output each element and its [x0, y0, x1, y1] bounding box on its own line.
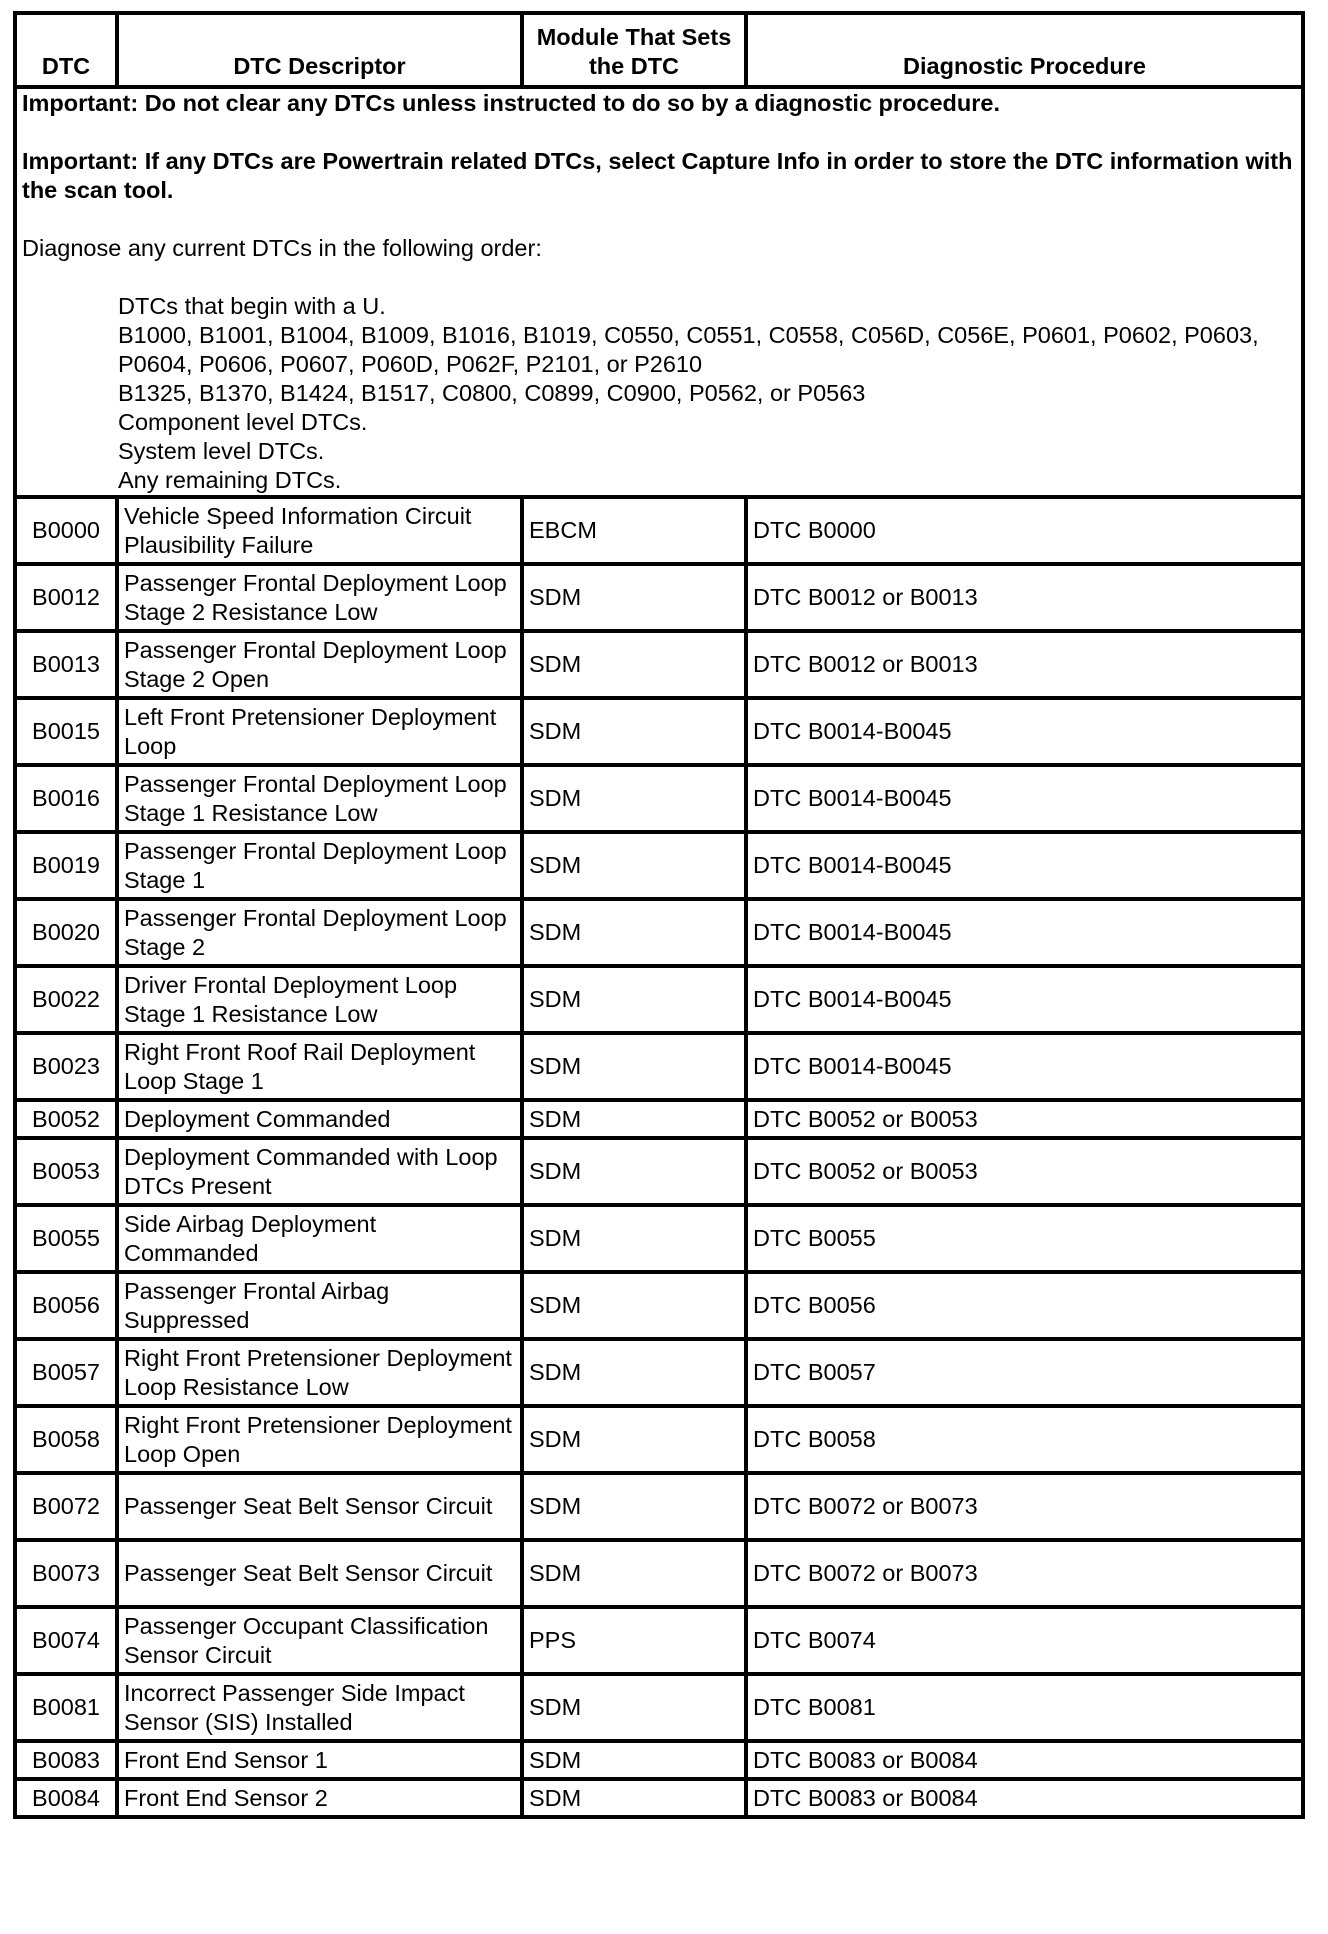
dtc-code-cell: B0020	[15, 899, 117, 966]
dtc-descriptor-cell: Vehicle Speed Information Circuit Plausibility Failure	[117, 497, 522, 564]
procedure-cell: DTC B0083 or B0084	[746, 1779, 1303, 1817]
procedure-cell: DTC B0058	[746, 1406, 1303, 1473]
dtc-descriptor-cell: Incorrect Passenger Side Impact Sensor (SIS) Installed	[117, 1674, 522, 1741]
dtc-code-cell: B0084	[15, 1779, 117, 1817]
dtc-descriptor-cell: Deployment Commanded with Loop DTCs Present	[117, 1138, 522, 1205]
table-row	[15, 1540, 1303, 1607]
module-cell: SDM	[522, 631, 746, 698]
table-row	[15, 1339, 1303, 1406]
module-cell: SDM	[522, 1138, 746, 1205]
procedure-cell: DTC B0055	[746, 1205, 1303, 1272]
dtc-code-cell: B0000	[15, 497, 117, 564]
table-row	[15, 1406, 1303, 1473]
procedure-cell: DTC B0081	[746, 1674, 1303, 1741]
table-row	[15, 832, 1303, 899]
module-cell: SDM	[522, 966, 746, 1033]
important-note-1: Important: Do not clear any DTCs unless instructed to do so by a diagnostic procedure.	[22, 90, 1001, 116]
table-row	[15, 1033, 1303, 1100]
procedure-cell: DTC B0056	[746, 1272, 1303, 1339]
dtc-descriptor-cell: Passenger Frontal Airbag Suppressed	[117, 1272, 522, 1339]
table-row	[15, 1607, 1303, 1674]
procedure-cell: DTC B0012 or B0013	[746, 631, 1303, 698]
dtc-descriptor-cell: Front End Sensor 2	[117, 1779, 522, 1817]
header-module: Module That Sets the DTC	[522, 13, 746, 87]
dtc-code-cell: B0013	[15, 631, 117, 698]
dtc-descriptor-cell: Passenger Frontal Deployment Loop Stage 2	[117, 899, 522, 966]
table-row	[15, 564, 1303, 631]
table-row	[15, 1272, 1303, 1339]
dtc-code-cell: B0052	[15, 1100, 117, 1138]
procedure-cell: DTC B0012 or B0013	[746, 564, 1303, 631]
module-cell: SDM	[522, 899, 746, 966]
table-row	[15, 698, 1303, 765]
module-cell: PPS	[522, 1607, 746, 1674]
dtc-descriptor-cell: Driver Frontal Deployment Loop Stage 1 Resistance Low	[117, 966, 522, 1033]
table-row	[15, 631, 1303, 698]
module-cell: SDM	[522, 1100, 746, 1138]
dtc-descriptor-cell: Passenger Frontal Deployment Loop Stage 2 Open	[117, 631, 522, 698]
procedure-cell: DTC B0014-B0045	[746, 966, 1303, 1033]
procedure-cell: DTC B0052 or B0053	[746, 1138, 1303, 1205]
table-row	[15, 1138, 1303, 1205]
module-cell: SDM	[522, 698, 746, 765]
dtc-code-cell: B0072	[15, 1473, 117, 1540]
procedure-cell: DTC B0014-B0045	[746, 698, 1303, 765]
notes-row	[15, 87, 1303, 497]
diagnose-order-list	[22, 292, 1296, 495]
table-row	[15, 1779, 1303, 1817]
dtc-code-cell: B0016	[15, 765, 117, 832]
header-procedure: Diagnostic Procedure	[746, 13, 1303, 87]
dtc-descriptor-cell: Right Front Pretensioner Deployment Loop Open	[117, 1406, 522, 1473]
procedure-cell: DTC B0072 or B0073	[746, 1473, 1303, 1540]
order-item: System level DTCs.	[118, 438, 325, 464]
dtc-descriptor-cell: Front End Sensor 1	[117, 1741, 522, 1779]
notes-cell	[15, 87, 1303, 497]
dtc-descriptor-cell: Right Front Pretensioner Deployment Loop Resistance Low	[117, 1339, 522, 1406]
module-cell: SDM	[522, 1741, 746, 1779]
procedure-cell: DTC B0052 or B0053	[746, 1100, 1303, 1138]
dtc-code-cell: B0055	[15, 1205, 117, 1272]
dtc-descriptor-cell: Right Front Roof Rail Deployment Loop Stage 1	[117, 1033, 522, 1100]
module-cell: SDM	[522, 1779, 746, 1817]
dtc-descriptor-cell: Deployment Commanded	[117, 1100, 522, 1138]
dtc-descriptor-cell: Left Front Pretensioner Deployment Loop	[117, 698, 522, 765]
dtc-descriptor-cell: Passenger Seat Belt Sensor Circuit	[117, 1540, 522, 1607]
module-cell: SDM	[522, 1033, 746, 1100]
dtc-descriptor-cell: Passenger Frontal Deployment Loop Stage 1	[117, 832, 522, 899]
module-cell: SDM	[522, 1540, 746, 1607]
table-row	[15, 1473, 1303, 1540]
dtc-descriptor-cell: Passenger Frontal Deployment Loop Stage 1 Resistance Low	[117, 765, 522, 832]
module-cell: SDM	[522, 765, 746, 832]
procedure-cell: DTC B0074	[746, 1607, 1303, 1674]
module-cell: SDM	[522, 1674, 746, 1741]
module-cell: SDM	[522, 564, 746, 631]
procedure-cell: DTC B0000	[746, 497, 1303, 564]
order-item: B1325, B1370, B1424, B1517, C0800, C0899, C0900, P0562, or P0563	[118, 380, 866, 406]
table-row	[15, 1100, 1303, 1138]
module-cell: SDM	[522, 1473, 746, 1540]
module-cell: SDM	[522, 1339, 746, 1406]
dtc-code-cell: B0023	[15, 1033, 117, 1100]
important-note-2: Important: If any DTCs are Powertrain related DTCs, select Capture Info in order to store the DTC information with the scan tool.	[22, 148, 1293, 203]
dtc-code-cell: B0015	[15, 698, 117, 765]
order-item: Any remaining DTCs.	[118, 467, 342, 493]
dtc-code-cell: B0019	[15, 832, 117, 899]
module-cell: EBCM	[522, 497, 746, 564]
table-row	[15, 1205, 1303, 1272]
table-row	[15, 1674, 1303, 1741]
table-row	[15, 899, 1303, 966]
dtc-code-cell: B0057	[15, 1339, 117, 1406]
diagnose-intro: Diagnose any current DTCs in the following order:	[22, 235, 542, 261]
procedure-cell: DTC B0014-B0045	[746, 1033, 1303, 1100]
dtc-code-cell: B0073	[15, 1540, 117, 1607]
module-cell: SDM	[522, 1272, 746, 1339]
procedure-cell: DTC B0014-B0045	[746, 832, 1303, 899]
order-item: DTCs that begin with a U.	[118, 293, 386, 319]
table-row	[15, 966, 1303, 1033]
dtc-code-cell: B0056	[15, 1272, 117, 1339]
table-row	[15, 765, 1303, 832]
dtc-code-cell: B0058	[15, 1406, 117, 1473]
dtc-table	[13, 11, 1305, 1819]
dtc-code-cell: B0081	[15, 1674, 117, 1741]
dtc-descriptor-cell: Side Airbag Deployment Commanded	[117, 1205, 522, 1272]
dtc-code-cell: B0074	[15, 1607, 117, 1674]
dtc-code-cell: B0012	[15, 564, 117, 631]
dtc-descriptor-cell: Passenger Seat Belt Sensor Circuit	[117, 1473, 522, 1540]
procedure-cell: DTC B0014-B0045	[746, 899, 1303, 966]
dtc-code-cell: B0022	[15, 966, 117, 1033]
header-descriptor: DTC Descriptor	[117, 13, 522, 87]
module-cell: SDM	[522, 1205, 746, 1272]
table-row	[15, 497, 1303, 564]
procedure-cell: DTC B0072 or B0073	[746, 1540, 1303, 1607]
order-item: B1000, B1001, B1004, B1009, B1016, B1019, C0550, C0551, C0558, C056D, C056E, P0601, P0602, P0603, P0604, P0606, P0607, P060D, P062F, P2101, or P2610	[118, 322, 1259, 377]
header-row	[15, 13, 1303, 87]
order-item: Component level DTCs.	[118, 409, 368, 435]
dtc-descriptor-cell: Passenger Frontal Deployment Loop Stage 2 Resistance Low	[117, 564, 522, 631]
dtc-descriptor-cell: Passenger Occupant Classification Sensor Circuit	[117, 1607, 522, 1674]
procedure-cell: DTC B0083 or B0084	[746, 1741, 1303, 1779]
header-dtc: DTC	[15, 13, 117, 87]
dtc-code-cell: B0083	[15, 1741, 117, 1779]
module-cell: SDM	[522, 832, 746, 899]
procedure-cell: DTC B0057	[746, 1339, 1303, 1406]
module-cell: SDM	[522, 1406, 746, 1473]
table-row	[15, 1741, 1303, 1779]
procedure-cell: DTC B0014-B0045	[746, 765, 1303, 832]
dtc-code-cell: B0053	[15, 1138, 117, 1205]
